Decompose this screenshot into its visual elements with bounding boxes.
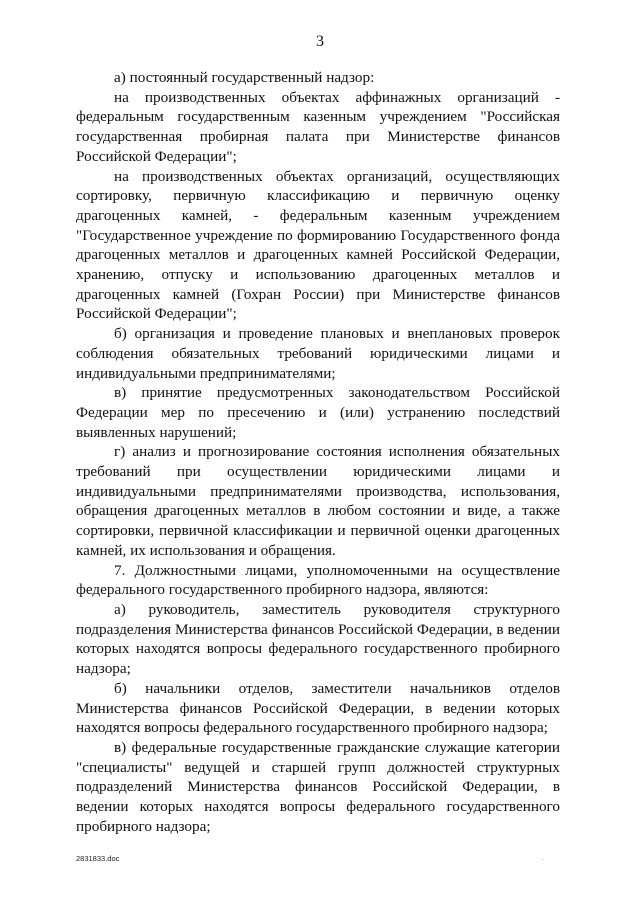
paragraph-7-officials: 7. Должностными лицами, уполномоченными на осуществление федерального государственного пробирного надзора, являются: bbox=[76, 561, 560, 599]
page-number: 3 bbox=[316, 33, 324, 50]
paragraph-7b-department-heads: б) начальники отделов, заместители начальников отделов Министерства финансов Российской Федерации, в ведении которых находятся вопросы федерального государственного пробирного надзора; bbox=[76, 679, 560, 737]
paragraph-7a-head: а) руководитель, заместитель руководителя структурного подразделения Министерства финансов Российской Федерации, в ведении которых находятся вопросы федерального государственного пробирного надзора; bbox=[76, 600, 560, 678]
paragraph-7v-specialists: в) федеральные государственные гражданские служащие категории "специалисты" ведущей и старшей групп должностей структурных подразделений Министерства финансов Российской Федерации, в ведении которых находятся вопросы федерального государственного пробирного надзора; bbox=[76, 738, 560, 835]
footer-doc-id: 2831833.doc bbox=[76, 854, 120, 863]
paragraph-a-permanent-supervision: а) постоянный государственный надзор: bbox=[114, 69, 375, 86]
paragraph-v-measures: в) принятие предусмотренных законодательством Российской Федерации мер по пресечению и (или) устранению последствий выявленных нарушений; bbox=[76, 384, 560, 441]
paragraph-refinery-objects: на производственных объектах аффинажных организаций - федеральным государственным казенным учреждением "Российская государственная пробирная палата при Министерстве финансов Российской Федерации"; bbox=[76, 88, 560, 165]
paragraph-b-inspections: б) организация и проведение плановых и внеплановых проверок соблюдения обязательных требований юридическими лицами и индивидуальными предпринимателями; bbox=[76, 325, 560, 382]
paragraph-g-analysis: г) анализ и прогнозирование состояния исполнения обязательных требований при осуществлении юридическими лицами и индивидуальными предпринимателями производства, использования, обращения драгоценных металлов в любом состоянии и виде, а также сортировки, первичной классификации и первичной оценки драгоценных камней, их использования и обращения. bbox=[76, 443, 560, 559]
footer-mark: . bbox=[542, 854, 544, 862]
paragraph-gemstone-objects: на производственных объектах организаций, осуществляющих сортировку, первичную классификацию и первичную оценку драгоценных камней, - федеральным казенным учреждением "Государственное учреждение по формированию Государственного фонда драгоценных металлов и драгоценных камней Российской Федерации, хранению, отпуску и использованию драгоценных металлов и драгоценных камней (Гохран России) при Министерстве финансов Российской Федерации"; bbox=[76, 167, 560, 323]
document-body bbox=[76, 68, 560, 836]
